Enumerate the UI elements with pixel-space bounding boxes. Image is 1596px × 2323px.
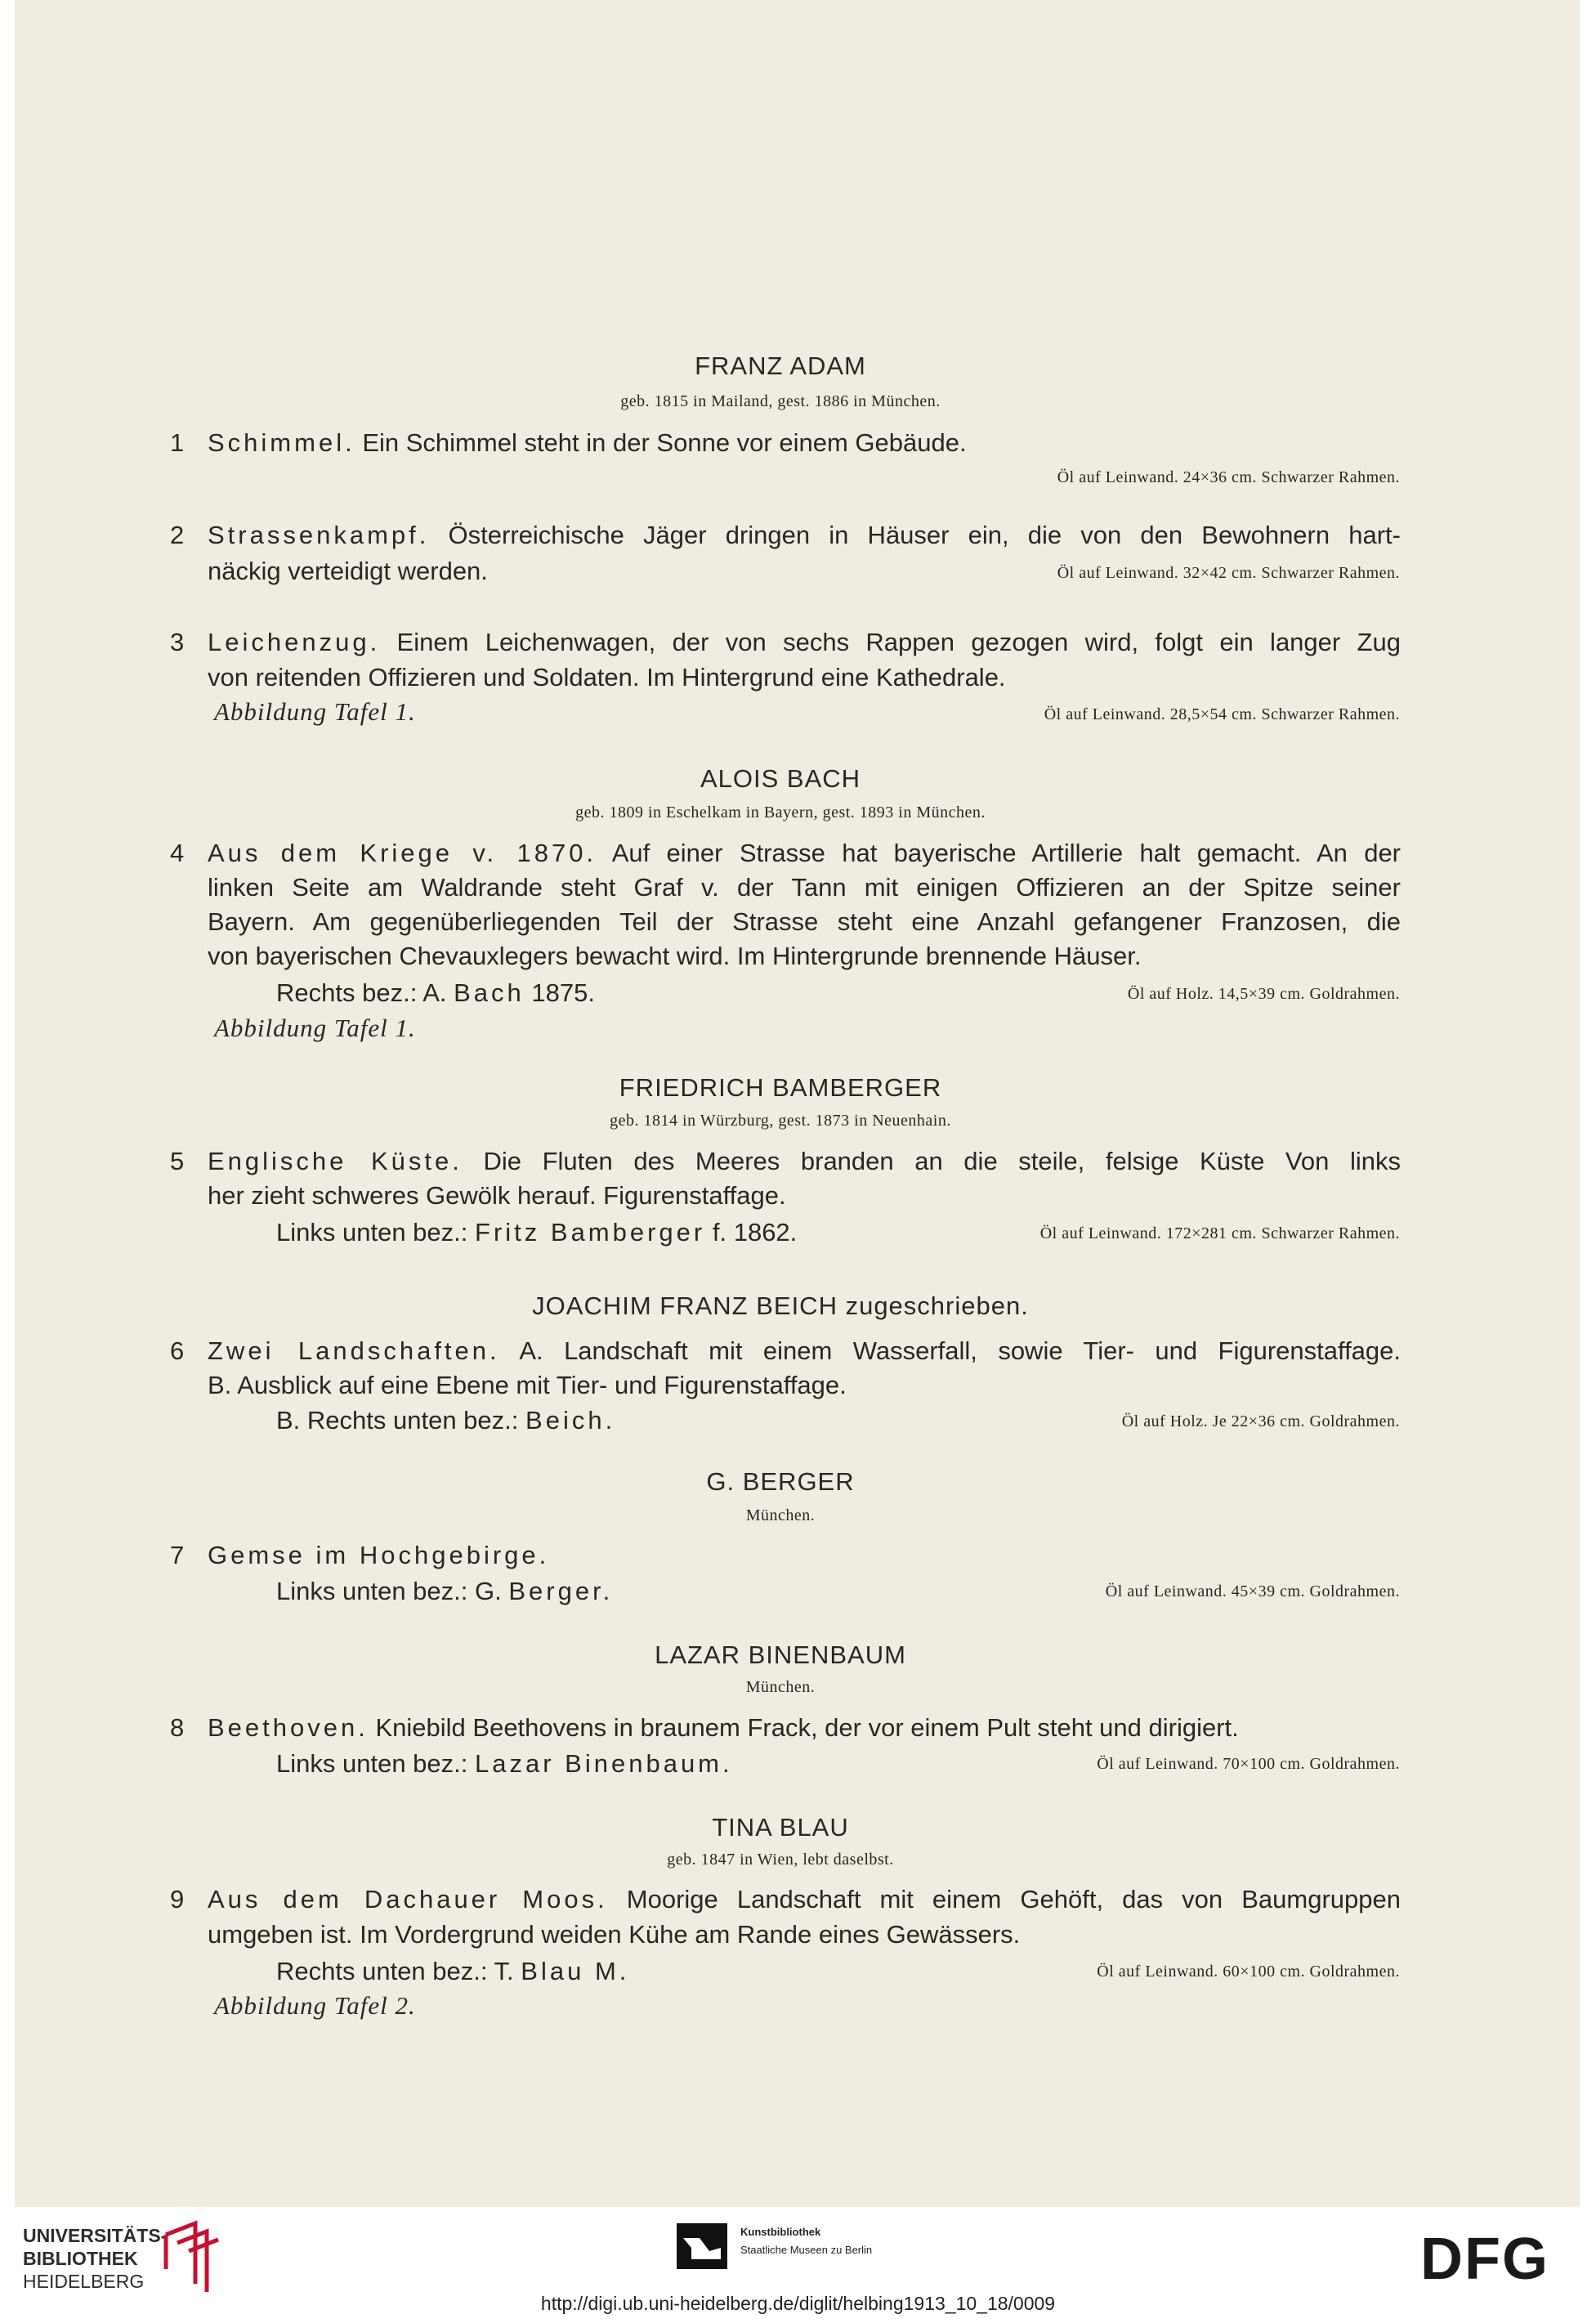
artist-heading: LAZAR BINENBAUM xyxy=(655,1640,906,1669)
kunstbibliothek-label[interactable] xyxy=(740,2223,872,2259)
signature-note xyxy=(276,978,595,1008)
illustration-reference: Abbildung Tafel 1. xyxy=(214,697,416,726)
artist-life-dates: geb. 1847 in Wien, lebt daselbst. xyxy=(667,1851,894,1869)
illustration-reference: Abbildung Tafel 1. xyxy=(214,1014,416,1042)
lot-title: Aus dem Dachauer Moos. xyxy=(208,1885,608,1913)
lot-technique: Öl auf Leinwand. 70×100 cm. Goldrahmen. xyxy=(1097,1755,1400,1773)
lot-description-line xyxy=(208,521,1401,550)
lot-description-line: linken Seite am Waldrande steht Graf v. der Tann mit einigen Offizieren an der Spitze seiner xyxy=(208,873,1401,902)
signature: Bach xyxy=(454,978,525,1007)
signature: Blau M. xyxy=(521,1957,630,1985)
lot-text: Die Fluten des Meeres branden an die steile, felsige Küste Von links xyxy=(483,1147,1401,1175)
source-url[interactable]: http://digi.ub.uni-heidelberg.de/diglit/helbing1913_10_18/0009 xyxy=(540,2293,1056,2314)
scanned-page xyxy=(15,0,1580,2207)
lot-text: Einem Leichenwagen, der von sechs Rappen gezogen wird, folgt ein langer Zug xyxy=(396,628,1401,656)
signature-label: Links unten bez.: G. xyxy=(276,1577,502,1605)
signature-note xyxy=(276,1406,615,1435)
signature-date: f. 1862. xyxy=(712,1218,798,1247)
lot-number: 4 xyxy=(170,839,185,867)
lot-text: Auf einer Strasse hat bayerische Artillerie halt gemacht. An der xyxy=(611,839,1402,867)
signature-label: Rechts unten bez.: T. xyxy=(276,1957,514,1985)
lot-text: A. Landschaft mit einem Wasserfall, sowie Tier- und Figurenstaffage. xyxy=(519,1336,1402,1365)
signature-note xyxy=(276,1749,733,1779)
artist-heading: FRANZ ADAM xyxy=(695,351,866,380)
signature: Lazar Binenbaum. xyxy=(475,1749,733,1778)
lot-technique: Öl auf Holz. 14,5×39 cm. Goldrahmen. xyxy=(1127,985,1400,1003)
lot-description-line xyxy=(208,1713,1401,1743)
lot-description-line xyxy=(208,1885,1401,1914)
kb-name: Kunstbibliothek xyxy=(740,2226,821,2238)
lot-text: Ein Schimmel steht in der Sonne vor einem Gebäude. xyxy=(362,428,967,457)
lot-description-line: B. Ausblick auf eine Ebene mit Tier- und Figurenstaffage. xyxy=(208,1371,847,1399)
library-name-line: UNIVERSITÄTS- xyxy=(23,2225,168,2246)
lot-description-line: näckig verteidigt werden. xyxy=(208,557,488,585)
lot-title: Leichenzug. xyxy=(208,628,381,656)
lot-number: 1 xyxy=(170,428,185,457)
signature: Fritz Bamberger xyxy=(475,1218,706,1247)
signature-date: 1875. xyxy=(531,978,595,1007)
lot-title: Beethoven. xyxy=(208,1713,369,1742)
lot-number: 7 xyxy=(170,1541,185,1569)
library-name-line: BIBLIOTHEK xyxy=(23,2248,138,2269)
lot-technique: Öl auf Leinwand. 24×36 cm. Schwarzer Rahmen. xyxy=(1057,468,1400,486)
signature-label: Links unten bez.: xyxy=(276,1749,468,1778)
artist-life-dates: geb. 1809 in Eschelkam in Bayern, gest. 1893 in München. xyxy=(575,803,986,821)
lot-description-line: her zieht schweres Gewölk herauf. Figurenstaffage. xyxy=(208,1181,786,1210)
lot-number: 6 xyxy=(170,1336,185,1365)
signature-note xyxy=(276,1957,629,1986)
ub-heidelberg-logo-text[interactable] xyxy=(23,2224,167,2293)
signature-label: B. Rechts unten bez.: xyxy=(276,1406,519,1435)
artist-heading: ALOIS BACH xyxy=(700,764,861,793)
signature: Beich. xyxy=(525,1406,616,1435)
artist-life-dates: geb. 1815 in Mailand, gest. 1886 in München. xyxy=(620,392,941,410)
lot-text: Kniebild Beethovens in braunem Frack, der vor einem Pult steht und dirigiert. xyxy=(375,1713,1239,1742)
lot-number: 3 xyxy=(170,628,185,656)
lot-title: Englische Küste. xyxy=(208,1147,463,1175)
dfg-logo[interactable]: DFG xyxy=(1420,2227,1549,2292)
lot-description-line xyxy=(208,1541,1401,1570)
lot-description-line xyxy=(208,839,1401,868)
lot-description-line: von bayerischen Chevauxlegers bewacht wird. Im Hintergrunde brennende Häuser. xyxy=(208,942,1142,970)
artist-heading: TINA BLAU xyxy=(712,1813,849,1842)
lot-technique: Öl auf Leinwand. 60×100 cm. Goldrahmen. xyxy=(1097,1963,1400,1981)
lot-technique: Öl auf Leinwand. 32×42 cm. Schwarzer Rahmen. xyxy=(1057,564,1400,582)
artist-heading: JOACHIM FRANZ BEICH zugeschrieben. xyxy=(532,1291,1029,1320)
lot-number: 5 xyxy=(170,1147,185,1175)
illustration-reference: Abbildung Tafel 2. xyxy=(214,1991,416,2020)
lot-title: Schimmel. xyxy=(208,428,355,457)
artist-life-dates: München. xyxy=(745,1678,816,1696)
lot-description-line: umgeben ist. Im Vordergrund weiden Kühe am Rande eines Gewässers. xyxy=(208,1920,1021,1949)
lot-technique: Öl auf Holz. Je 22×36 cm. Goldrahmen. xyxy=(1121,1412,1400,1430)
signature-note xyxy=(276,1218,797,1247)
signature: Berger. xyxy=(508,1577,614,1605)
lot-number: 9 xyxy=(170,1885,185,1913)
artist-heading: G. BERGER xyxy=(706,1467,855,1496)
lot-title: Zwei Landschaften. xyxy=(208,1336,500,1365)
lot-description-line xyxy=(208,628,1401,657)
artist-life-dates: München. xyxy=(745,1506,816,1524)
lot-text: Moorige Landschaft mit einem Gehöft, das von Baumgruppen xyxy=(626,1885,1401,1913)
lot-description-line xyxy=(208,1336,1401,1366)
lot-title: Strassenkampf. xyxy=(208,521,430,549)
lot-description-line: Bayern. Am gegenüberliegenden Teil der Strasse steht eine Anzahl gefangener Franzosen, die xyxy=(208,907,1401,936)
lot-title: Aus dem Kriege v. 1870. xyxy=(208,839,597,867)
lot-technique: Öl auf Leinwand. 28,5×54 cm. Schwarzer Rahmen. xyxy=(1044,705,1400,723)
lot-description-line xyxy=(208,1147,1401,1176)
lot-description-line xyxy=(208,428,1401,458)
library-name-line: HEIDELBERG xyxy=(23,2271,145,2292)
ub-heidelberg-emblem-icon xyxy=(159,2220,225,2294)
lot-description-line: von reitenden Offizieren und Soldaten. Im Hintergrund eine Kathedrale. xyxy=(208,663,1006,692)
signature-label: Rechts bez.: A. xyxy=(276,978,447,1007)
signature-note xyxy=(276,1577,613,1606)
lot-title: Gemse im Hochgebirge. xyxy=(208,1541,550,1569)
lot-number: 8 xyxy=(170,1713,185,1742)
lot-number: 2 xyxy=(170,521,185,549)
kb-subtitle: Staatliche Museen zu Berlin xyxy=(740,2244,873,2256)
artist-heading: FRIEDRICH BAMBERGER xyxy=(619,1073,942,1102)
kunstbibliothek-logo-icon xyxy=(677,2223,727,2269)
lot-technique: Öl auf Leinwand. 172×281 cm. Schwarzer Rahmen. xyxy=(1039,1224,1400,1242)
lot-text: Österreichische Jäger dringen in Häuser ein, die von den Bewohnern hart- xyxy=(448,521,1401,549)
lot-technique: Öl auf Leinwand. 45×39 cm. Goldrahmen. xyxy=(1105,1582,1400,1600)
artist-life-dates: geb. 1814 in Würzburg, gest. 1873 in Neuenhain. xyxy=(610,1112,951,1130)
signature-label: Links unten bez.: xyxy=(276,1218,468,1247)
